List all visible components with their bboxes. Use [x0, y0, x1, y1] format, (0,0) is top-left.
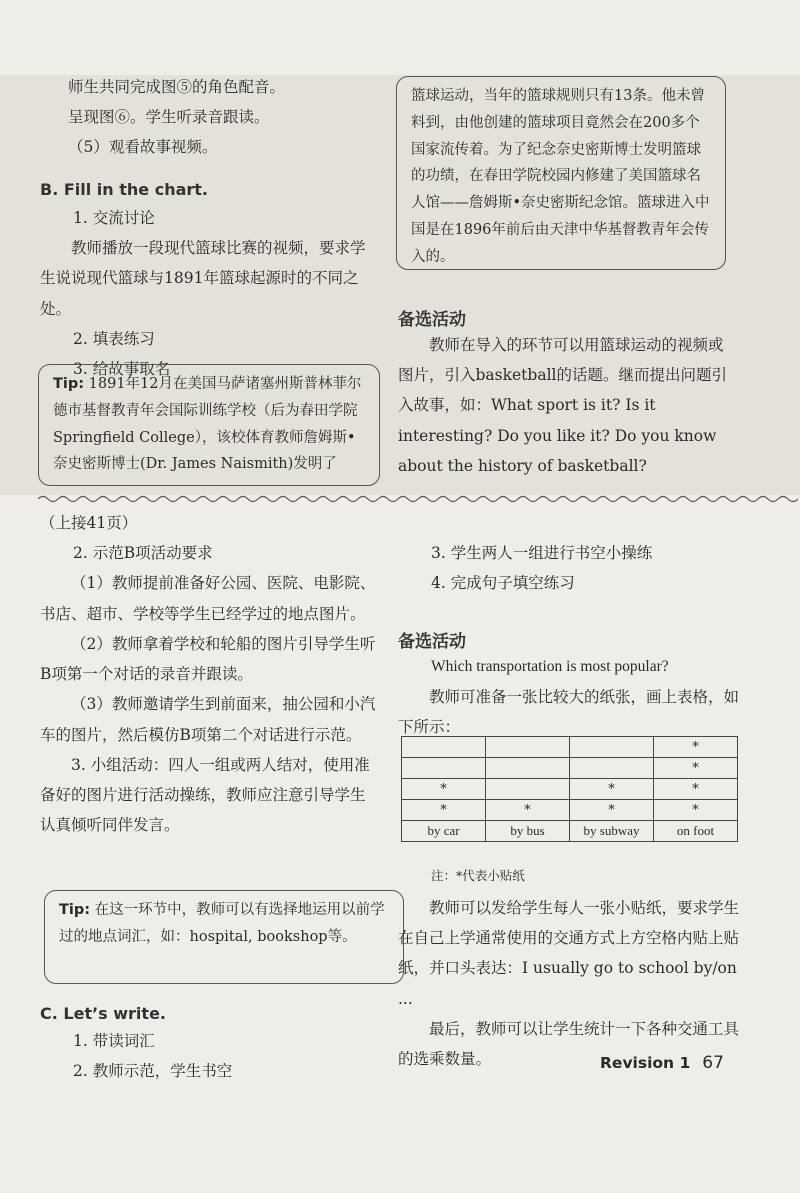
tip-text-1: 1891年12月在美国马萨诸塞州斯普林菲尔德市基督教青年会国际训练学校（后为春田学院Springfield College），该校体育教师詹姆斯•奈史密斯博士(Dr. James Naismith)发明了 — [53, 376, 362, 473]
table-cell: * — [402, 779, 486, 800]
wavy-divider — [38, 494, 798, 504]
alt-activity-heading-2: 备选活动 — [398, 632, 466, 652]
transport-question: Which transportation is most popular? — [431, 658, 669, 675]
table-column-label: by bus — [486, 821, 570, 842]
basketball-info-text: 篮球运动，当年的篮球规则只有13条。他未曾料到，由他创建的篮球项目竟然会在200多个国家流传着。为了纪念奈史密斯博士发明篮球的功绩，在春田学院校园内修建了美国篮球名人馆——詹姆斯•奈史密斯纪念馆。篮球进入中国是在1896年前后由天津中华基督教青年会传入的。 — [411, 88, 710, 265]
tip-box-1 — [38, 364, 380, 486]
alt-activity-text-1: 教师在导入的环节可以用篮球运动的视频或图片，引入basketball的话题。继而提出问题引入故事，如：What sport is it? Is it interesting? Do you like it? Do you know about the history of basketball? — [398, 336, 727, 475]
table-cell — [402, 758, 486, 779]
section-b-heading: B. Fill in the chart. — [40, 180, 208, 199]
lower-right-p2: 最后，教师可以让学生统计一下各种交通工具的选乘数量。 — [398, 1019, 740, 1069]
table-row — [402, 779, 738, 800]
page-footer — [600, 1053, 724, 1073]
table-cell — [570, 758, 654, 779]
lower-left-p3: （3）教师邀请学生到前面来，抽公园和小汽车的图片，然后模仿B项第二个对话进行示范。 — [40, 695, 376, 744]
continued-note: （上接41页） — [40, 514, 138, 532]
lower-left-p4: 3. 小组活动：四人一组或两人结对，使用准备好的图片进行活动操练，教师应注意引导学生认真倾听同伴发言。 — [40, 755, 370, 835]
lower-left-p2: （2）教师拿着学校和轮船的图片引导学生听B项第一个对话的录音并跟读。 — [40, 634, 376, 684]
table-cell: * — [654, 779, 738, 800]
table-cell: * — [570, 779, 654, 800]
tip-box-2 — [44, 890, 404, 984]
page-number: 67 — [702, 1053, 724, 1073]
section-c-heading: C. Let’s write. — [40, 1004, 166, 1023]
lower-left-item-2: 2. 示范B项活动要求 — [73, 544, 213, 563]
table-column-label: on foot — [654, 821, 738, 842]
alt-activity-heading-1: 备选活动 — [398, 310, 466, 330]
table-row — [402, 737, 738, 758]
transport-table — [401, 736, 738, 842]
lower-left-p1: （1）教师提前准备好公园、医院、电影院、书店、超市、学校等学生已经学过的地点图片。 — [40, 574, 376, 623]
table-column-label: by car — [402, 821, 486, 842]
table-cell: * — [402, 800, 486, 821]
section-b-item-3: 3. 给故事取名 — [73, 360, 171, 379]
table-cell — [486, 737, 570, 758]
table-cell: * — [570, 800, 654, 821]
table-cell: * — [654, 758, 738, 779]
lower-left-block — [40, 508, 380, 840]
table-note: 注：*代表小贴纸 — [431, 868, 525, 883]
section-c-item-2: 2. 教师示范，学生书空 — [73, 1062, 233, 1081]
section-b-item-1: 1. 交流讨论 — [73, 209, 155, 227]
table-cell — [486, 758, 570, 779]
transport-table-wrap — [401, 736, 738, 842]
section-b-para-1: 教师播放一段现代篮球比赛的视频，要求学生说说现代篮球与1891年篮球起源时的不同之处。 — [40, 239, 366, 318]
left-top-block — [68, 72, 368, 163]
table-cell: * — [486, 800, 570, 821]
table-cell: * — [654, 737, 738, 758]
section-c-body — [73, 1026, 232, 1086]
table-cell — [486, 779, 570, 800]
lower-right-items — [431, 538, 652, 598]
table-row — [402, 758, 738, 779]
basketball-info-box — [396, 76, 726, 270]
left-top-line-2: 呈现图⑥。学生听录音跟读。 — [68, 108, 270, 127]
table-intro: 教师可准备一张比较大的纸张，画上表格，如下所示： — [398, 688, 740, 737]
table-header-row — [402, 821, 738, 842]
left-top-line-3: （5）观看故事视频。 — [68, 138, 218, 157]
tip-text-2: 在这一环节中，教师可以有选择地运用以前学过的地点词汇，如：hospital, bookshop等。 — [59, 902, 385, 945]
table-cell: * — [654, 800, 738, 821]
table-row — [402, 800, 738, 821]
tip-label-2: Tip: — [59, 902, 91, 918]
lower-right-item-4: 4. 完成句子填空练习 — [431, 574, 575, 593]
lower-right-paragraphs — [398, 893, 743, 1074]
table-cell — [570, 737, 654, 758]
table-cell — [402, 737, 486, 758]
tip-label-1: Tip: — [53, 376, 85, 392]
left-top-line-1: 师生共同完成图⑤的角色配音。 — [68, 78, 286, 96]
alt-activity-body-2 — [398, 652, 743, 743]
section-b-body — [40, 203, 370, 384]
section-b-item-2: 2. 填表练习 — [73, 329, 155, 348]
footer-label: Revision 1 — [600, 1054, 691, 1072]
lower-right-p1: 教师可以发给学生每人一张小贴纸，要求学生在自己上学通常使用的交通方式上方空格内贴上贴纸，并口头表达：I usually go to school by/on ... — [398, 899, 740, 1008]
section-c-item-1: 1. 带读词汇 — [73, 1032, 155, 1050]
table-column-label: by subway — [570, 821, 654, 842]
lower-right-item-3: 3. 学生两人一组进行书空小操练 — [431, 544, 653, 562]
